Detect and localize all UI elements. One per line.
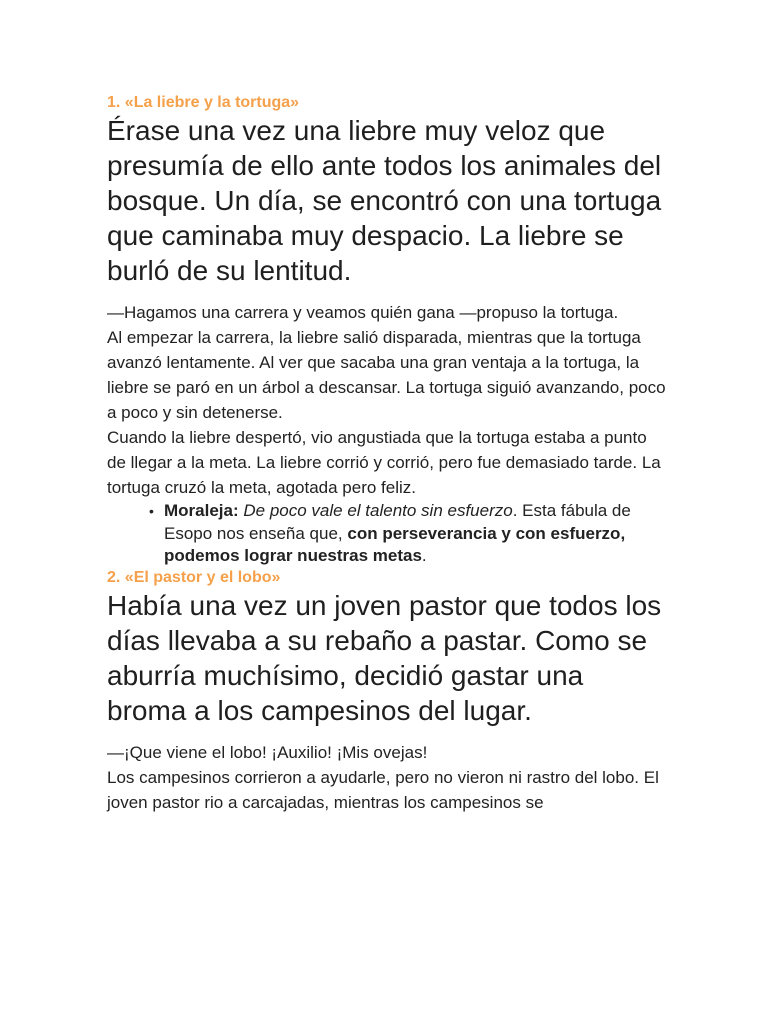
story-lead-paragraph: Érase una vez una liebre muy veloz que presumía de ello ante todos los animales del bosque. Un día, se encontró con una tortuga que caminaba muy despacio. La liebre se burló de su lentitud.	[107, 115, 662, 286]
bullet-icon: •	[149, 503, 154, 519]
moral-list	[107, 500, 667, 568]
body-paragraph: Los campesinos corrieron a ayudarle, pero no vieron ni rastro del lobo. El joven pastor rio a carcajadas, mientras los campesinos se	[107, 767, 659, 812]
moral-label: Moraleja:	[164, 501, 239, 520]
dialogue-paragraph: —Hagamos una carrera y veamos quién gana —propuso la tortuga.	[107, 303, 619, 322]
story-title: 2. «El pastor y el lobo»	[107, 568, 281, 586]
moral-emphasis: con perseverancia y con esfuerzo, podemos lograr nuestras metas	[164, 523, 626, 565]
moral-item	[139, 500, 659, 568]
document-page	[107, 93, 667, 815]
moral-text: . Esta fábula de Esopo nos enseña que,	[164, 501, 631, 543]
story-1	[107, 93, 667, 568]
body-paragraph: Cuando la liebre despertó, vio angustiada que la tortuga estaba a punto de llegar a la meta. La liebre corrió y corrió, pero fue demasiado tarde. La tortuga cruzó la meta, agotada pero feliz.	[107, 428, 661, 497]
dialogue-paragraph: —¡Que viene el lobo! ¡Auxilio! ¡Mis ovejas!	[107, 742, 428, 762]
moral-quote: De poco vale el talento sin esfuerzo	[243, 501, 513, 520]
story-2	[107, 568, 667, 815]
story-lead-paragraph: Había una vez un joven pastor que todos los días llevaba a su rebaño a pastar. Como se aburría muchísimo, decidió gastar una broma a los campesinos del lugar.	[107, 589, 662, 726]
story-title: 1. «La liebre y la tortuga»	[107, 94, 300, 111]
moral-text-end: .	[421, 546, 427, 565]
body-paragraph: Al empezar la carrera, la liebre salió disparada, mientras que la tortuga avanzó lentamente. Al ver que sacaba una gran ventaja a la tortuga, la liebre se paró en un árbol a descansar. La tortuga siguió avanzando, poco a poco y sin detenerse.	[107, 328, 666, 422]
